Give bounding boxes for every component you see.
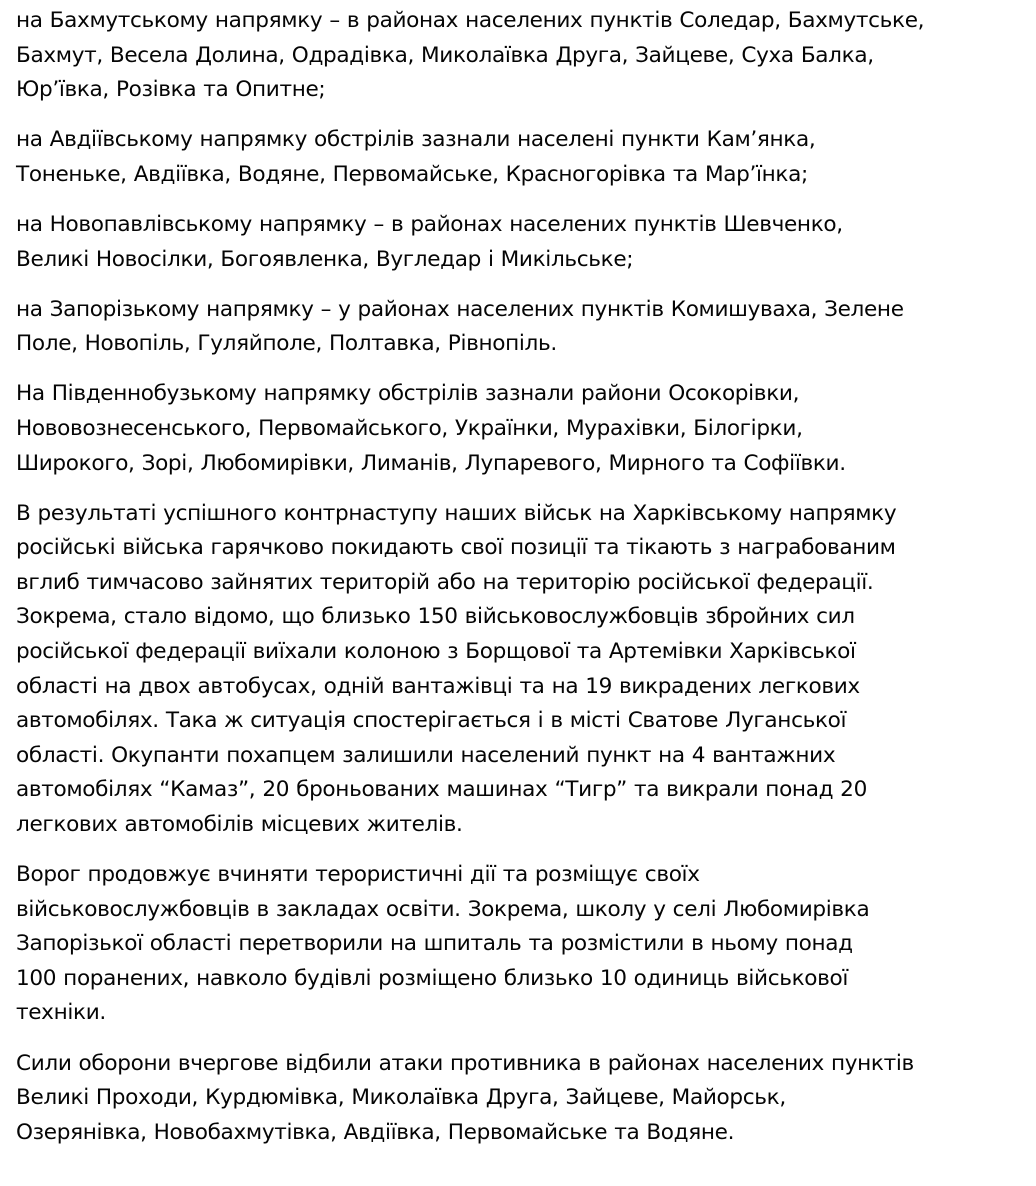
- text-line: техніки.: [16, 1000, 106, 1026]
- text-line: Великі Новосілки, Богоявленка, Вугледар і Микільське;: [16, 246, 634, 272]
- paragraph-bakhmut-direction: [16, 4, 1028, 108]
- paragraph-defense-forces-repelled: [16, 1047, 1028, 1151]
- text-line: Озерянівка, Новобахмутівка, Авдіївка, Первомайське та Водяне.: [16, 1119, 735, 1145]
- text-line: Нововознесенського, Первомайського, Українки, Мурахівки, Білогірки,: [16, 415, 803, 441]
- paragraph-kharkiv-counteroffensive: [16, 497, 1028, 843]
- text-line: області. Окупанти похапцем залишили населений пункт на 4 вантажних: [16, 742, 836, 768]
- text-line: На Південнобузькому напрямку обстрілів зазнали райони Осокорівки,: [16, 381, 800, 407]
- text-line: на Запорізькому напрямку – у районах населених пунктів Комишуваха, Зелене: [16, 296, 904, 322]
- text-line: на Бахмутському напрямку – в районах населених пунктів Соледар, Бахмутське,: [16, 8, 925, 33]
- text-line: Юр’ївка, Розівка та Опитне;: [16, 77, 326, 103]
- text-line: автомобілях. Така ж ситуація спостерігається і в місті Сватове Луганської: [16, 708, 847, 734]
- text-line: області на двох автобусах, одній вантажівці та на 19 викрадених легкових: [16, 673, 860, 699]
- text-line: військовослужбовців в закладах освіти. Зокрема, школу у селі Любомирівка: [16, 896, 870, 922]
- text-line: на Авдіївському напрямку обстрілів зазнали населені пункти Кам’янка,: [16, 127, 816, 153]
- text-line: Тоненьке, Авдіївка, Водяне, Первомайське, Красногорівка та Мар’їнка;: [16, 161, 808, 187]
- text-line: Бахмут, Весела Долина, Одрадівка, Миколаївка Друга, Зайцеве, Суха Балка,: [16, 42, 874, 68]
- paragraph-avdiivka-direction: [16, 123, 1028, 192]
- text-line: легкових автомобілів місцевих жителів.: [16, 811, 463, 837]
- text-line: 100 поранених, навколо будівлі розміщено близько 10 одиниць військової: [16, 965, 849, 991]
- text-line: російські війська гарячково покидають свої позиції та тікають з награбованим: [16, 535, 896, 561]
- paragraph-novopavlivka-direction: [16, 208, 1028, 277]
- paragraph-enemy-terrorist-acts: [16, 858, 1028, 1031]
- text-line: Великі Проходи, Курдюмівка, Миколаївка Друга, Зайцеве, Майорськ,: [16, 1085, 786, 1111]
- paragraph-pivdennobuzkyi-direction: [16, 377, 1028, 481]
- text-line: автомобілях “Камаз”, 20 броньованих машинах “Тигр” та викрали понад 20: [16, 777, 867, 803]
- text-line: вглиб тимчасово зайнятих територій або на територію російської федерації.: [16, 569, 874, 595]
- text-line: В результаті успішного контрнаступу наших військ на Харківському напрямку: [16, 500, 897, 526]
- text-line: Широкого, Зорі, Любомирівки, Лиманів, Лупаревого, Мирного та Софіївки.: [16, 450, 846, 476]
- text-line: Поле, Новопіль, Гуляйполе, Полтавка, Рівнопіль.: [16, 331, 557, 357]
- paragraph-zaporizhzhia-direction: [16, 293, 1028, 362]
- text-line: Сили оборони вчергове відбили атаки противника в районах населених пунктів: [16, 1050, 914, 1076]
- text-line: Запорізької області перетворили на шпиталь та розмістили в ньому понад: [16, 931, 853, 957]
- text-line: Ворог продовжує вчиняти терористичні дії та розміщує своїх: [16, 862, 700, 888]
- text-line: на Новопавлівському напрямку – в районах населених пунктів Шевченко,: [16, 211, 843, 237]
- text-line: Зокрема, стало відомо, що близько 150 військовослужбовців збройних сил: [16, 604, 855, 630]
- text-line: російської федерації виїхали колоною з Борщової та Артемівки Харківської: [16, 639, 856, 664]
